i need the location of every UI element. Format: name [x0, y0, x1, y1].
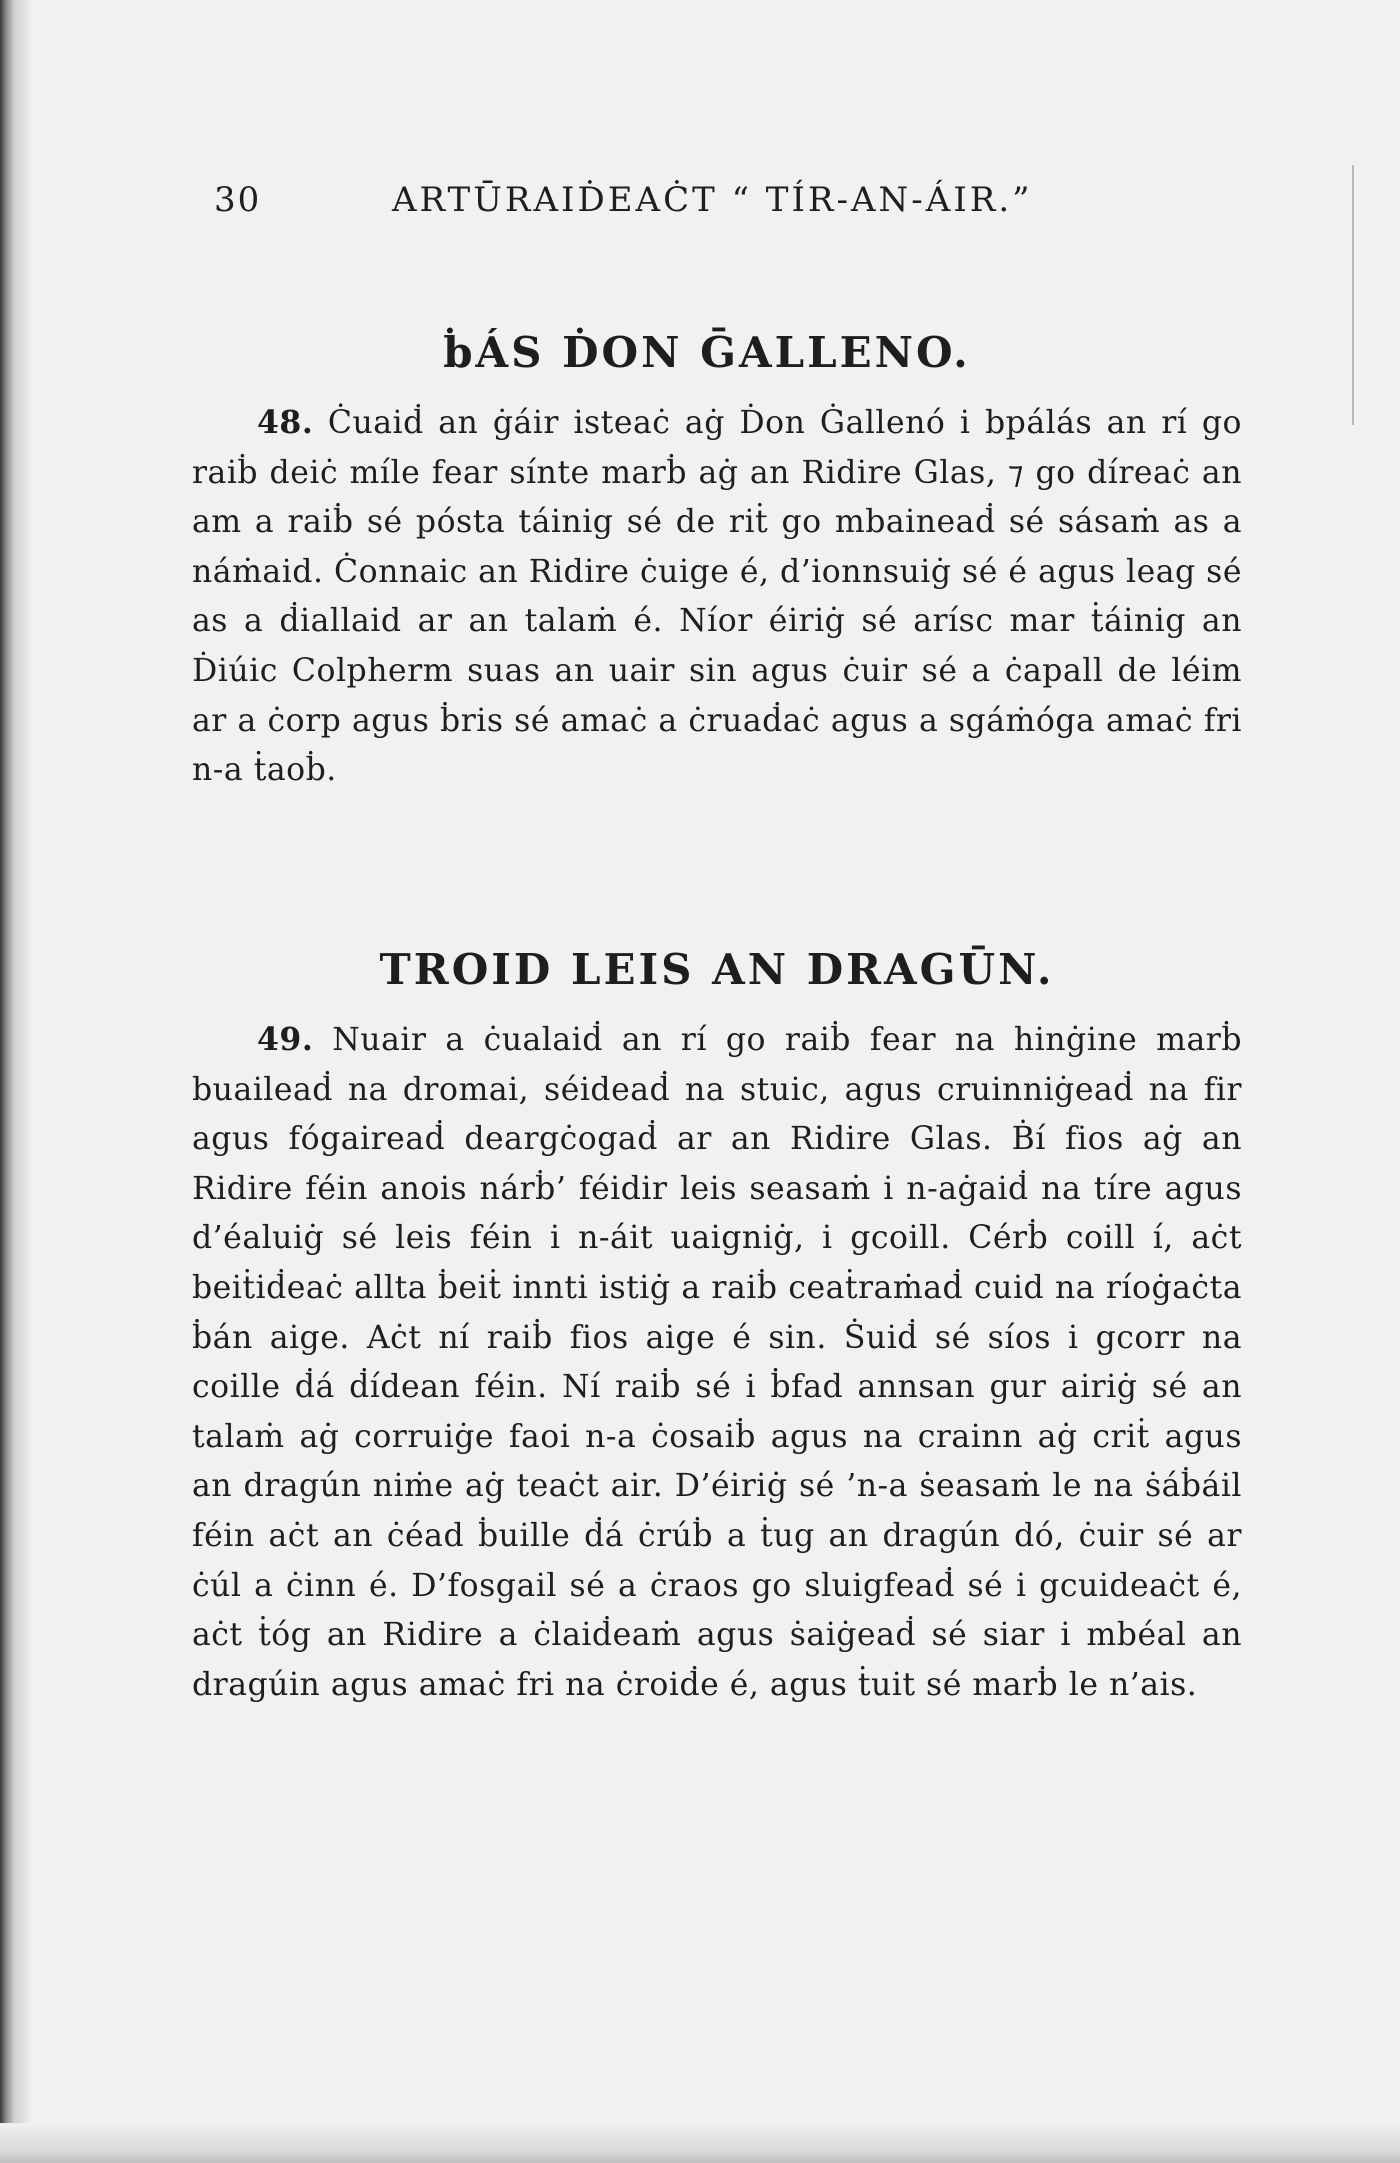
binding-shadow	[0, 0, 30, 2163]
paragraph-number: 48.	[257, 404, 314, 441]
section-title-48: ḃÁS ḊON ḠALLENO.	[443, 328, 971, 377]
section-title-49: TROID LEIS AN DRAGŪN.	[379, 945, 1055, 994]
paragraph-text: Ċuaiḋ an ġáir isteaċ aġ Ḋon Ġallenó i bpálás an rí go raiḃ deiċ míle fear sínte marḃ aġ an Ridire Glas, ⁊ go díreaċ an am a raiḃ sé pósta táinig sé de riṫ go mbaineaḋ sé sásaṁ as a náṁaid. Ċonnaic an Ridire ċuige é, d’ionnsuiġ sé é agus leag sé as a ḋiallaid ar an talaṁ é. Níor éiriġ sé arísc mar ṫáinig an Ḋiúic Colpherm suas an uair sin agus ċuir sé a ċapall de léim ar a ċorp agus ḃris sé amaċ a ċruaḋaċ agus a sgáṁóga amaċ fri n-a ṫaoḃ.	[192, 405, 1243, 789]
paragraph-48	[192, 398, 1242, 796]
paragraph-number: 49.	[257, 1021, 314, 1058]
paragraph-49	[192, 1015, 1242, 1710]
paragraph-text: Nuair a ċualaiḋ an rí go raiḃ fear na hinġine marḃ buaileaḋ na dromai, séideaḋ na stuic, agus cruinniġeaḋ na fir agus fógaireaḋ deargċogaḋ ar an Ridire Glas. Ḃí fios aġ an Ridire féin anois nárḃ’ féidir leis seasaṁ i n-aġaiḋ na tíre agus d’éaluiġ sé leis féin i n-áit uaigniġ, i gcoill. Cérḃ coill í, aċt beiṫiḋeaċ allta ḃeiṫ innti istiġ a raiḃ ceaṫraṁaḋ cuid na ríoġaċta ḃán aige. Aċt ní raiḃ fios aige é sin. Ṡuiḋ sé síos i gcorr na coille ḋá ḋídean féin. Ní raiḃ sé i ḃfad annsan gur airiġ sé an talaṁ aġ corruiġe faoi n-a ċosaiḃ agus na crainn aġ criṫ agus an dragún niṁe aġ teaċt air. D’éiriġ sé ’n-a ṡeasaṁ le na ṡáḃáil féin aċt an ċéad ḃuille ḋá ċrúḃ a ṫug an dragún dó, ċuir sé ar ċúl a ċinn é. D’fosgail sé a ċraos go sluigfeaḋ sé i gcuideaċt é, aċt ṫóg an Ridire a ċlaiḋeaṁ agus ṡaiġeaḋ sé siar i mbéal an dragúin agus amaċ fri na ċroiḋe é, agus ṫuit sé marḃ le n’ais.	[192, 1022, 1242, 1703]
page-edge-mark	[1352, 165, 1354, 425]
book-page	[192, 170, 1242, 2030]
running-title: ARTŪRAIḊEAĊT “ TÍR-AN-ÁIR.”	[392, 180, 1033, 220]
page-number: 30	[214, 180, 262, 220]
running-header	[192, 180, 1242, 230]
page-bottom-shadow	[0, 2123, 1400, 2163]
